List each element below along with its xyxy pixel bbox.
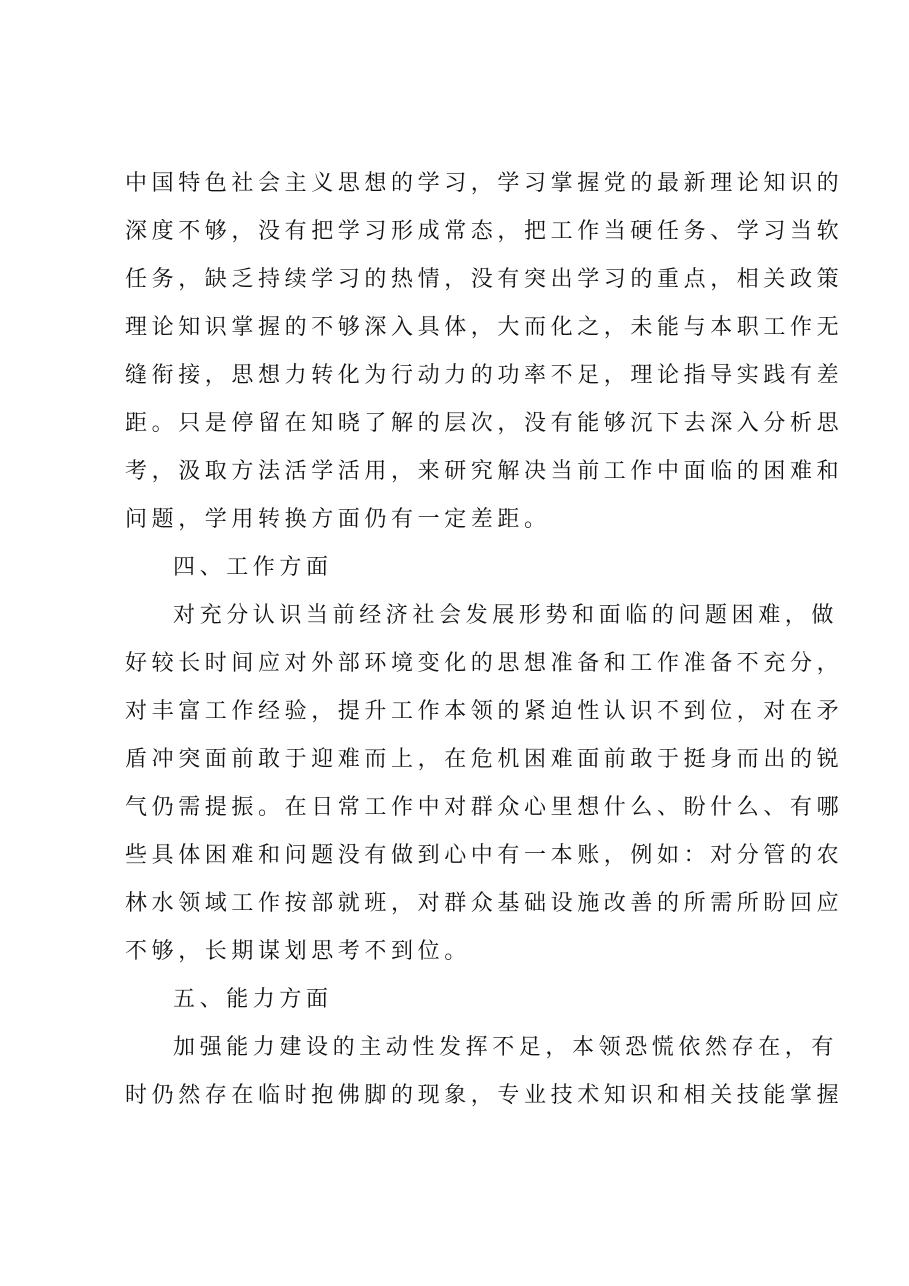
- text-line: 深度不够，没有把学习形成常态，把工作当硬任务、学习当软: [125, 219, 844, 244]
- text-line: 气仍需提振。在日常工作中对群众心里想什么、盼什么、有哪: [125, 795, 844, 820]
- text-line: 对丰富工作经验，提升工作本领的紧迫性认识不到位，对在矛: [125, 699, 844, 724]
- text-line: 中国特色社会主义思想的学习，学习掌握党的最新理论知识的: [125, 171, 844, 196]
- text-line: 问题，学用转换方面仍有一定差距。: [125, 507, 551, 532]
- text-line: 好较长时间应对外部环境变化的思想准备和工作准备不充分，: [125, 651, 844, 676]
- text-line: 对充分认识当前经济社会发展形势和面临的问题困难，做: [173, 603, 839, 628]
- text-line: 时仍然存在临时抱佛脚的现象，专业技术知识和相关技能掌握: [125, 1083, 844, 1108]
- text-line: 距。只是停留在知晓了解的层次，没有能够沉下去深入分析思: [125, 411, 844, 436]
- section-heading-work: 四、工作方面: [173, 555, 333, 580]
- text-line: 缝衔接，思想力转化为行动力的功率不足，理论指导实践有差: [125, 363, 844, 388]
- section-heading-ability: 五、能力方面: [173, 987, 333, 1012]
- text-line: 林水领域工作按部就班，对群众基础设施改善的所需所盼回应: [125, 891, 844, 916]
- text-line: 任务，缺乏持续学习的热情，没有突出学习的重点，相关政策: [125, 267, 844, 292]
- text-line: 不够，长期谋划思考不到位。: [125, 939, 471, 964]
- text-line: 考，汲取方法活学活用，来研究解决当前工作中面临的困难和: [125, 459, 844, 484]
- text-line: 理论知识掌握的不够深入具体，大而化之，未能与本职工作无: [125, 315, 844, 340]
- text-line: 加强能力建设的主动性发挥不足，本领恐慌依然存在，有: [173, 1035, 839, 1060]
- text-line: 些具体困难和问题没有做到心中有一本账，例如：对分管的农: [125, 843, 844, 868]
- document-body: [125, 160, 844, 1120]
- text-line: 盾冲突面前敢于迎难而上，在危机困难面前敢于挺身而出的锐: [125, 747, 844, 772]
